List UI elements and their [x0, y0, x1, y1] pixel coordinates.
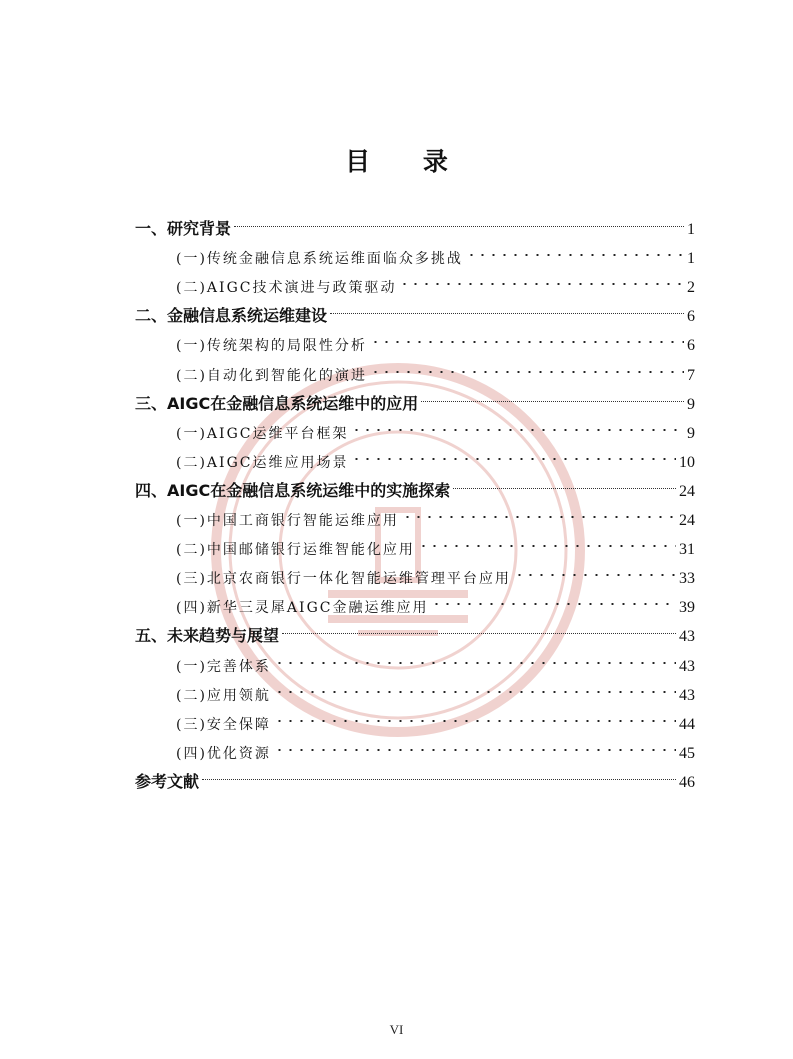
toc-dot-leader	[431, 586, 676, 612]
toc-entry-title: (四)优化资源	[176, 745, 271, 762]
toc-page-number: 1	[687, 250, 695, 268]
toc-section-row[interactable]	[176, 237, 695, 268]
toc-section-row[interactable]	[176, 324, 695, 355]
toc-page-number: 24	[679, 482, 695, 500]
toc-page-number: 2	[687, 279, 695, 297]
toc-entry-title: (一)完善体系	[176, 658, 271, 675]
toc-page-number: 9	[687, 424, 695, 442]
toc-entry-title: (二)应用领航	[176, 687, 271, 704]
toc-section-row[interactable]	[176, 499, 695, 529]
toc-chapter-row[interactable]	[135, 615, 695, 646]
toc-dot-leader	[282, 615, 676, 641]
toc-entry-title: 一、研究背景	[135, 219, 232, 238]
toc-page-number: 33	[679, 570, 695, 588]
toc-section-row[interactable]	[176, 528, 695, 559]
toc-page-number: 44	[679, 715, 695, 733]
toc-page-number: 24	[679, 512, 695, 529]
toc-entry-title: (一)中国工商银行智能运维应用	[176, 513, 399, 529]
toc-page-number: 1	[687, 221, 695, 238]
toc-page-number: 31	[679, 541, 695, 559]
toc-page-number: 43	[679, 686, 695, 704]
toc-entry-title: 五、未来趋势与展望	[135, 626, 280, 646]
toc-dot-leader	[514, 557, 676, 583]
toc-entry-title: (四)新华三灵犀AIGC金融运维应用	[176, 600, 429, 617]
toc-page-number: 6	[687, 308, 695, 326]
toc-page-number: 45	[679, 744, 695, 762]
toc-section-row[interactable]	[176, 354, 695, 384]
toc-entry-title: (二)AIGC技术演进与政策驱动	[176, 280, 397, 297]
toc-entry-title: (二)中国邮储银行运维智能化应用	[176, 542, 415, 559]
toc-section-row[interactable]	[176, 674, 695, 704]
toc-chapter-row[interactable]	[135, 470, 695, 500]
toc-dot-leader	[274, 674, 676, 700]
toc-chapter-row[interactable]	[135, 761, 695, 791]
toc-dot-leader	[370, 354, 684, 380]
toc-section-row[interactable]	[176, 412, 695, 442]
toc-section-row[interactable]	[176, 557, 695, 588]
toc-page-number: 39	[679, 599, 695, 617]
toc-section-row[interactable]	[176, 266, 695, 297]
toc-dot-leader	[421, 383, 684, 409]
toc-section-row[interactable]	[176, 441, 695, 471]
toc-dot-leader	[274, 645, 676, 671]
toc-page-number: 43	[679, 628, 695, 646]
toc-entry-title: 参考文献	[135, 771, 200, 791]
toc-page-number: 7	[687, 366, 695, 384]
toc-dot-leader	[274, 703, 676, 729]
toc-entry-title: (一)传统金融信息系统运维面临众多挑战	[176, 251, 463, 268]
toc-dot-leader	[418, 528, 676, 554]
toc-section-row[interactable]	[176, 703, 695, 733]
toc-entry-title: (二)AIGC运维应用场景	[176, 454, 349, 471]
toc-page-number: 46	[679, 773, 695, 791]
toc-dot-leader	[370, 324, 684, 350]
toc-dot-leader	[234, 208, 684, 234]
toc-chapter-row[interactable]	[135, 208, 695, 238]
toc-dot-leader	[351, 441, 676, 467]
toc-page-number: 43	[679, 657, 695, 675]
toc-dot-leader	[202, 761, 676, 787]
toc-entry-title: 四、AIGC在金融信息系统运维中的实施探索	[135, 480, 451, 500]
toc-dot-leader	[399, 266, 684, 292]
toc-entry-title: (一)AIGC运维平台框架	[176, 425, 349, 442]
toc-entry-title: (三)北京农商银行一体化智能运维管理平台应用	[176, 571, 511, 588]
toc-entry-title: (三)安全保障	[176, 716, 271, 733]
toc-dot-leader	[453, 470, 676, 496]
toc-entry-title: 二、金融信息系统运维建设	[135, 306, 328, 326]
toc-chapter-row[interactable]	[135, 295, 695, 326]
toc-section-row[interactable]	[176, 732, 695, 762]
toc-entry-title: 三、AIGC在金融信息系统运维中的应用	[135, 393, 419, 413]
page-number: VI	[389, 1022, 404, 1037]
toc-section-row[interactable]	[176, 586, 695, 617]
toc-section-row[interactable]	[176, 645, 695, 675]
toc-entry-title: (二)自动化到智能化的演进	[176, 367, 367, 384]
toc-page-number: 10	[679, 453, 695, 471]
toc-chapter-row[interactable]	[135, 383, 695, 413]
toc-dot-leader	[466, 237, 684, 263]
toc-dot-leader	[330, 295, 684, 321]
toc-entry-title: (一)传统架构的局限性分析	[176, 338, 367, 355]
page-title: 目 录	[345, 147, 470, 176]
toc-dot-leader	[274, 732, 676, 758]
toc-dot-leader	[351, 412, 684, 438]
toc-page-number: 9	[687, 395, 695, 413]
toc-page-number: 6	[687, 337, 695, 355]
toc-dot-leader	[402, 499, 676, 525]
